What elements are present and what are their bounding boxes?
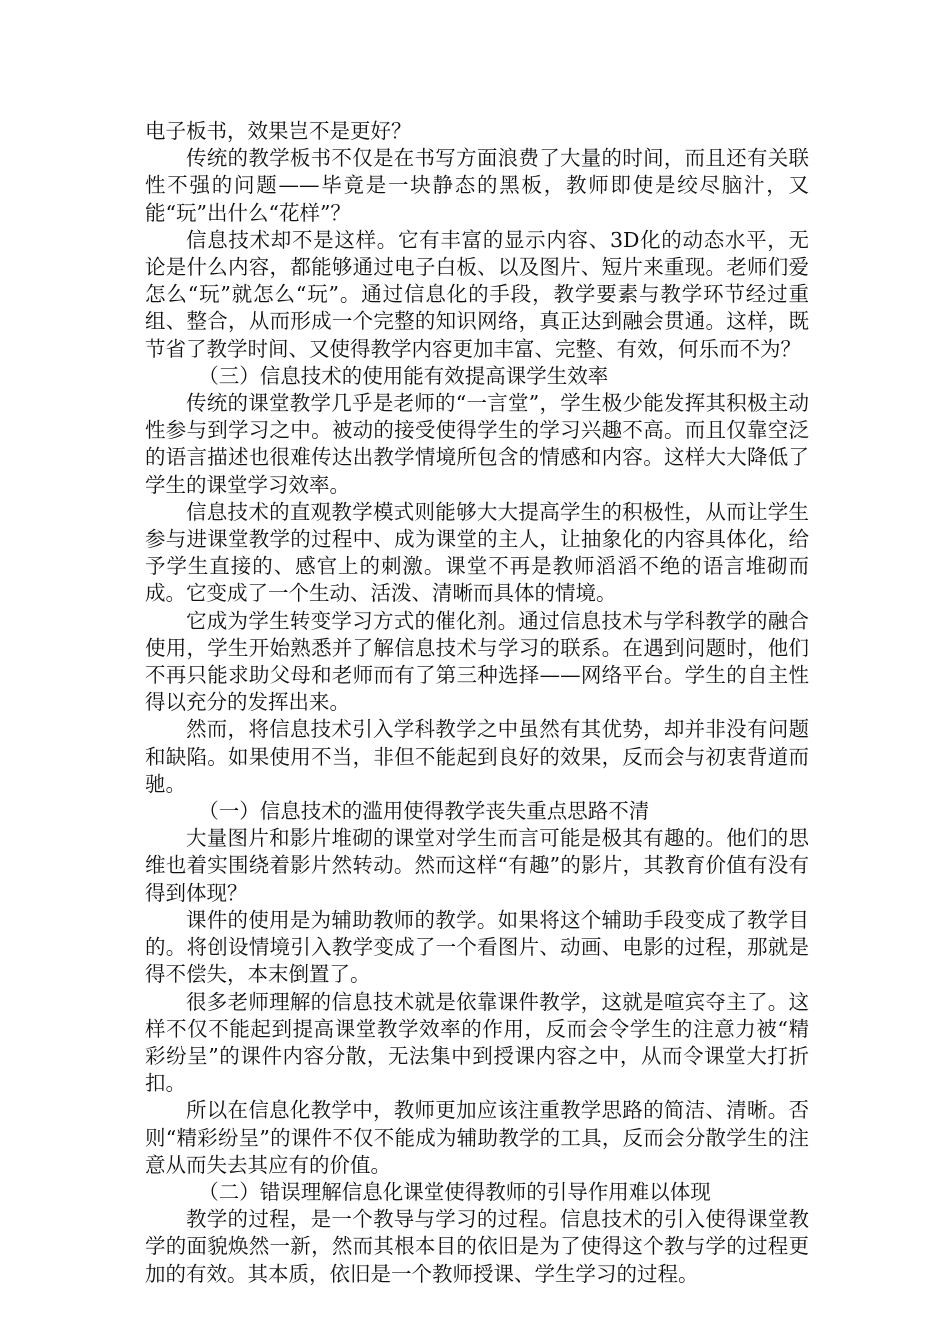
paragraph: 课件的使用是为辅助教师的教学。如果将这个辅助手段变成了教学目的。将创设情境引入教学变成了一个看图片、动画、电影的过程，那就是得不偿失，本末倒置了。 — [145, 907, 809, 987]
paragraph: 传统的教学板书不仅是在书写方面浪费了大量的时间，而且还有关联性不强的问题——毕竟是一块静态的黑板，教师即使是绞尽脑汁，又能“玩”出什么“花样”？ — [145, 146, 809, 225]
section-heading-3: （三）信息技术的使用能有效提高课学生效率 — [198, 363, 609, 388]
paragraph-continuation: 电子板书，效果岂不是更好？ — [145, 119, 412, 143]
paragraph: 信息技术的直观教学模式则能够大大提高学生的积极性，从而让学生参与进课堂教学的过程中、成为课堂的主人，让抽象化的内容具体化，给予学生直接的、感官上的刺激。课堂不再是教师滔滔不绝的语言堆砌而成。它变成了一个生动、活泼、清晰而具体的情境。 — [145, 499, 809, 606]
paragraph: 很多老师理解的信息技术就是依靠课件教学，这就是喧宾夺主了。这样不仅不能起到提高课堂教学效率的作用，反而会令学生的注意力被“精彩纷呈”的课件内容分散，无法集中到授课内容之中，从而令课堂大打折扣。 — [145, 989, 809, 1096]
paragraph: 所以在信息化教学中，教师更加应该注重教学思路的简洁、清晰。否则“精彩纷呈”的课件不仅不能成为辅助教学的工具，反而会分散学生的注意从而失去其应有的价值。 — [145, 1098, 809, 1177]
paragraph: 它成为学生转变学习方式的催化剂。通过信息技术与学科教学的融合使用，学生开始熟悉并了解信息技术与学习的联系。在遇到问题时，他们不再只能求助父母和老师而有了第三种选择——网络平台。学生的自主性得以充分的发挥出来。 — [145, 608, 809, 715]
section-heading-1: （一）信息技术的滥用使得教学丧失重点思路不清 — [198, 799, 650, 824]
document-page — [145, 118, 809, 1288]
paragraph: 大量图片和影片堆砌的课堂对学生而言可能是极其有趣的。他们的思维也着实围绕着影片然转动。然而这样“有趣”的影片，其教育价值有没有得到体现？ — [145, 826, 809, 905]
paragraph: 传统的课堂教学几乎是老师的“一言堂”，学生极少能发挥其积极主动性参与到学习之中。被动的接受使得学生的学习兴趣不高。而且仅靠空泛的语言描述也很难传达出教学情境所包含的情感和内容。这样大大降低了学生的课堂学习效率。 — [145, 391, 809, 497]
paragraph: 然而，将信息技术引入学科教学之中虽然有其优势，却并非没有问题和缺陷。如果使用不当，非但不能起到良好的效果，反而会与初衷背道而驰。 — [145, 717, 809, 796]
paragraph: 教学的过程，是一个教导与学习的过程。信息技术的引入使得课堂教学的面貌焕然一新，然而其根本目的依旧是为了使得这个教与学的过程更加的有效。其本质，依旧是一个教师授课、学生学习的过程。 — [145, 1207, 809, 1286]
paragraph: 信息技术却不是这样。它有丰富的显示内容、3D化的动态水平，无论是什么内容，都能够通过电子白板、以及图片、短片来重现。老师们爱怎么“玩”就怎么“玩”。通过信息化的手段，教学要素与教学环节经过重组、整合，从而形成一个完整的知识网络，真正达到融会贯通。这样，既节省了教学时间、又使得教学内容更加丰富、完整、有效，何乐而不为？ — [145, 227, 809, 361]
section-heading-2: （二）错误理解信息化课堂使得教师的引导作用难以体现 — [198, 1179, 711, 1204]
